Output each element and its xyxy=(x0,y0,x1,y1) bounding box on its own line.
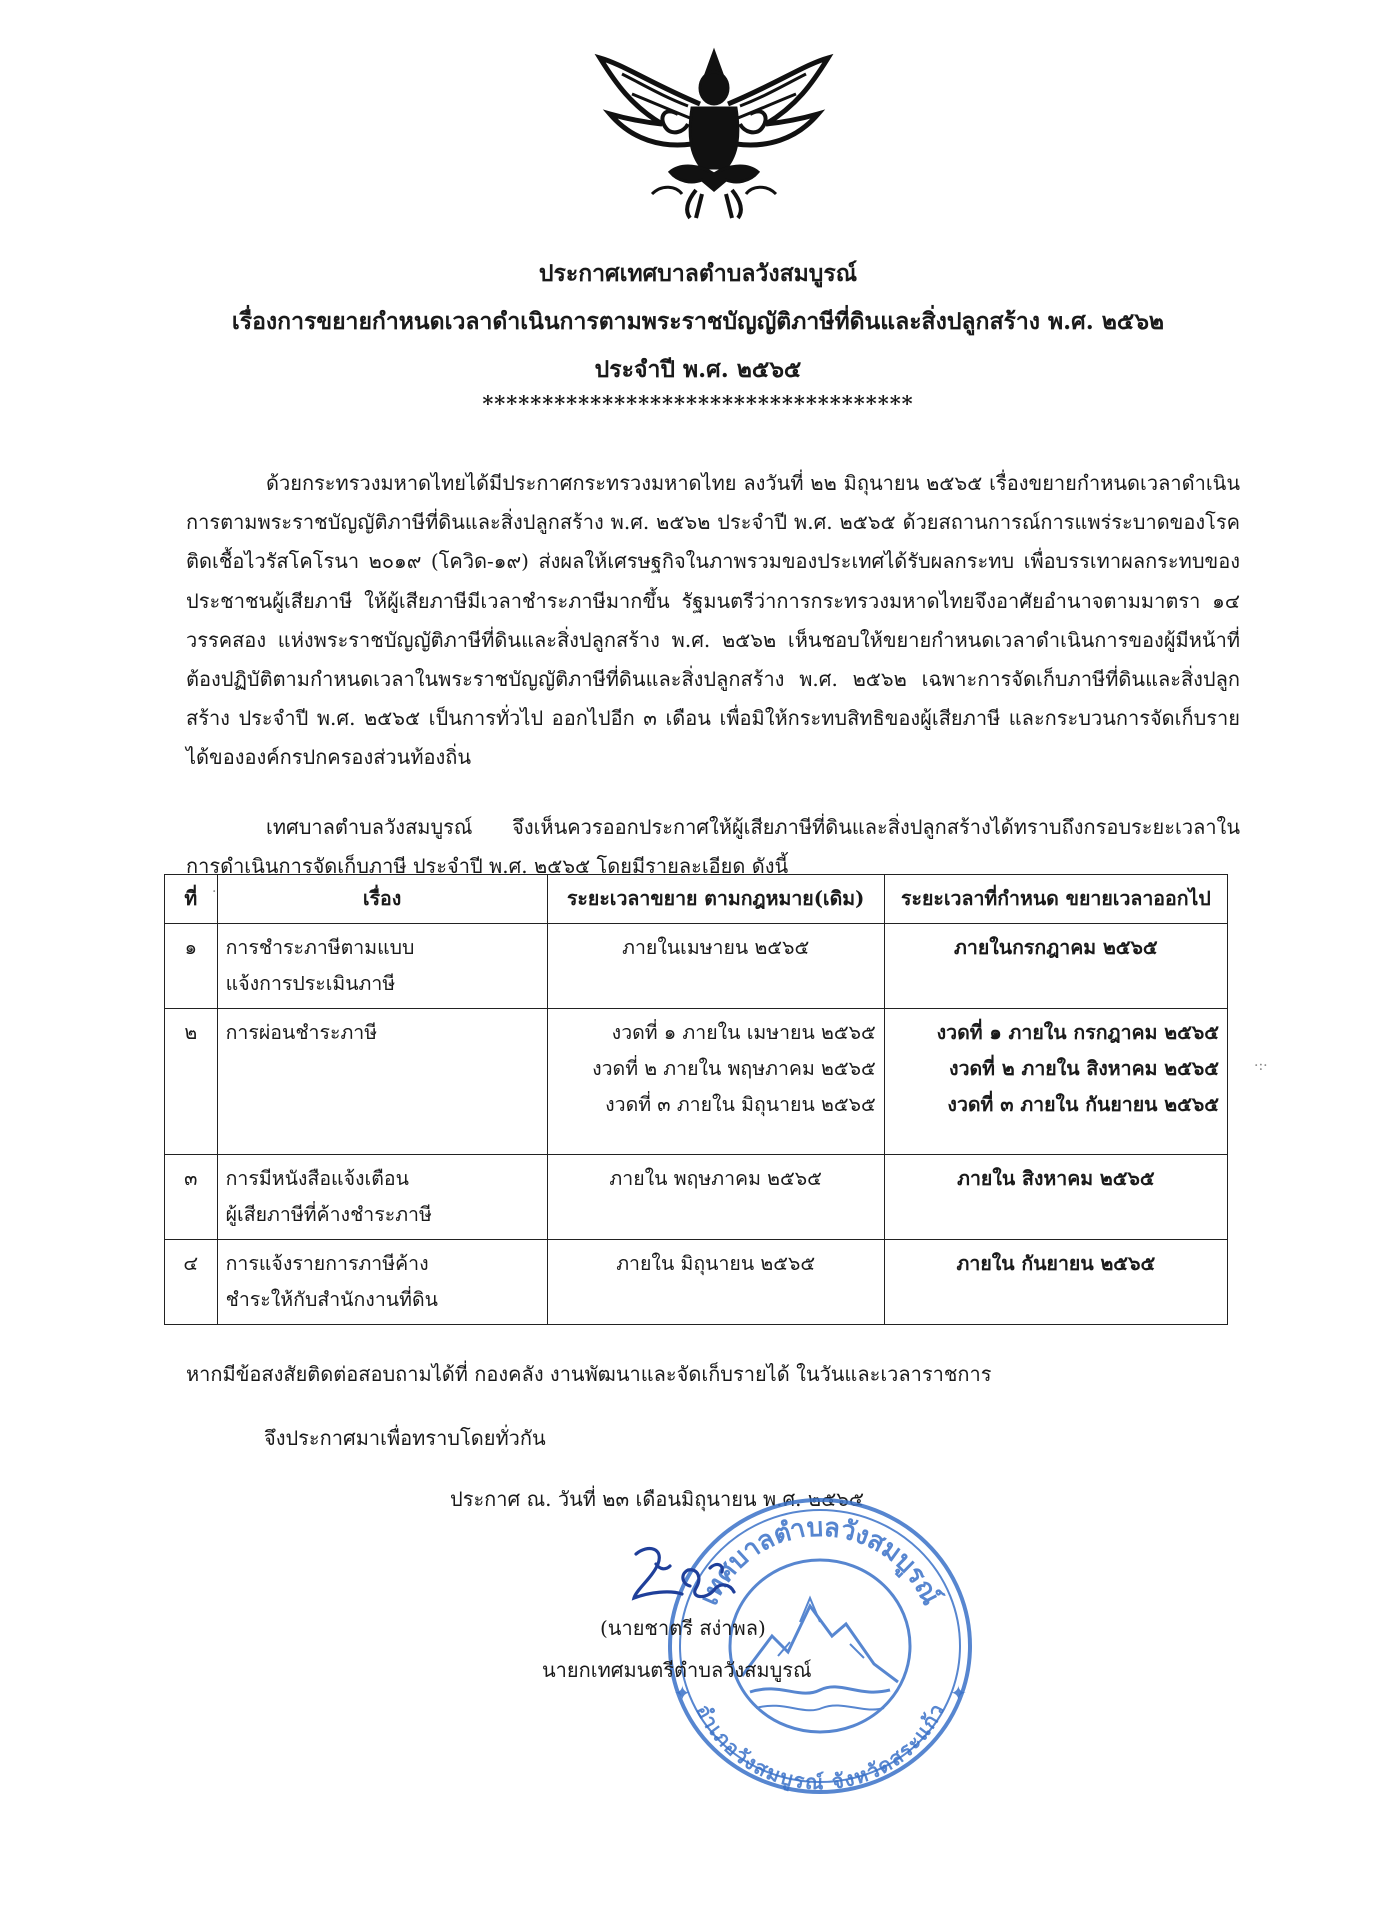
row-no: ๑ xyxy=(165,924,218,1009)
row-subject-line: แจ้งการประเมินภาษี xyxy=(225,972,396,995)
row-extended-line: งวดที่ ๒ ภายใน สิงหาคม ๒๕๖๕ xyxy=(949,1057,1219,1080)
row-original-line: งวดที่ ๓ ภายใน มิถุนายน ๒๕๖๕ xyxy=(605,1093,876,1116)
header-extended-period xyxy=(884,875,1227,924)
row-extended-period xyxy=(884,1155,1227,1240)
row-extended-period xyxy=(884,924,1227,1009)
header-original-period xyxy=(547,875,884,924)
row-subject-line: ชำระให้กับสำนักงานที่ดิน xyxy=(225,1288,438,1311)
header-original-line-1: ระยะเวลาขยาย xyxy=(566,887,698,910)
row-original-period xyxy=(547,1240,884,1325)
signer-position: นายกเทศมนตรีตำบลวังสมบูรณ์ xyxy=(542,1658,812,1682)
announcement-date: ประกาศ ณ. วันที่ ๒๓ เดือนมิถุนายน พ.ศ. ๒๕๖๕ xyxy=(450,1487,865,1511)
row-no: ๓ xyxy=(165,1155,218,1240)
svg-text:✦: ✦ xyxy=(950,1681,967,1705)
row-subject-line: การผ่อนชำระภาษี xyxy=(225,1021,378,1044)
table-header-row xyxy=(165,875,1228,924)
row-extended-line: ภายในกรกฎาคม ๒๕๖๕ xyxy=(954,936,1158,959)
seal-top-text: เทศบาลตำบลวังสมบูรณ์ xyxy=(694,1512,946,1610)
row-subject xyxy=(217,1155,547,1240)
row-subject-line: ผู้เสียภาษีที่ค้างชำระภาษี xyxy=(225,1203,432,1226)
row-subject xyxy=(217,1240,547,1325)
body-paragraph-1: ด้วยกระทรวงมหาดไทยได้มีประกาศกระทรวงมหาดไทย ลงวันที่ ๒๒ มิถุนายน ๒๕๖๕ เรื่องขยายกำหนดเวลาดำเนินการตามพระราชบัญญัติภาษีที่ดินและสิ่งปลูกสร้าง พ.ศ. ๒๕๖๒ ประจำปี พ.ศ. ๒๕๖๕ ด้วยสถานการณ์การแพร่ระบาดของโรคติดเชื้อไวรัสโคโรนา ๒๐๑๙ (โควิด-๑๙) ส่งผลให้เศรษฐกิจในภาพรวมของประเทศได้รับผลกระทบ เพื่อบรรเทาผลกระทบของประชาชนผู้เสียภาษี ให้ผู้เสียภาษีมีเวลาชำระภาษีมากขึ้น รัฐมนตรีว่าการกระทรวงมหาดไทยจึงอาศัยอำนาจตามมาตรา ๑๔ วรรคสอง แห่งพระราชบัญญัติภาษีที่ดินและสิ่งปลูกสร้าง พ.ศ. ๒๕๖๒ เห็นชอบให้ขยายกำหนดเวลาดำเนินการของผู้มีหน้าที่ต้องปฏิบัติตามกำหนดเวลาในพระราชบัญญัติภาษีที่ดินและสิ่งปลูกสร้าง พ.ศ. ๒๕๖๒ เฉพาะการจัดเก็บภาษีที่ดินและสิ่งปลูกสร้าง ประจำปี พ.ศ. ๒๕๖๕ เป็นการทั่วไป ออกไปอีก ๓ เดือน เพื่อมิให้กระทบสิทธิของผู้เสียภาษี และกระบวนการจัดเก็บรายได้ขององค์กรปกครองส่วนท้องถิ่น xyxy=(186,471,1240,770)
row-no: ๒ xyxy=(165,1009,218,1155)
row-subject xyxy=(217,924,547,1009)
row-subject xyxy=(217,1009,547,1155)
header-extended-line-1: ระยะเวลาที่กำหนด xyxy=(901,887,1059,910)
seal-bottom-text: อำเภอวังสมบูรณ์ จังหวัดสระแก้ว xyxy=(691,1700,949,1795)
contact-note: หากมีข้อสงสัยติดต่อสอบถามได้ที่ กองคลัง งานพัฒนาและจัดเก็บรายได้ ในวันและเวลาราชการ xyxy=(186,1362,992,1386)
row-subject-line: การชำระภาษีตามแบบ xyxy=(225,936,415,959)
row-original-period xyxy=(547,1155,884,1240)
header-original-line-2: ตามกฎหมาย(เดิม) xyxy=(704,887,865,910)
body-paragraph-2: เทศบาลตำบลวังสมบูรณ์ จึงเห็นควรออกประกาศให้ผู้เสียภาษีที่ดินและสิ่งปลูกสร้างได้ทราบถึงกรอบระยะเวลาในการดำเนินการจัดเก็บภาษี ประจำปี พ.ศ. ๒๕๖๕ โดยมีรายละเอียด ดังนี้ xyxy=(186,815,1240,879)
table-row xyxy=(165,1240,1228,1325)
row-original-line: ภายใน มิถุนายน ๒๕๖๕ xyxy=(616,1252,816,1275)
row-extended-line: งวดที่ ๓ ภายใน กันยายน ๒๕๖๕ xyxy=(947,1093,1219,1116)
row-subject-line: การมีหนังสือแจ้งเตือน xyxy=(225,1167,409,1190)
row-extended-period xyxy=(884,1009,1227,1155)
header-no: ที่ xyxy=(165,875,218,924)
header-extended-line-2: ขยายเวลาออกไป xyxy=(1065,887,1211,910)
asterisk-separator: ************************************ xyxy=(482,391,914,416)
table-row xyxy=(165,1009,1228,1155)
scan-speck: ·:· xyxy=(1254,1058,1268,1074)
header-subject: เรื่อง xyxy=(217,875,547,924)
announcement-title: ประกาศเทศบาลตำบลวังสมบูรณ์ xyxy=(538,260,858,287)
row-extended-line: ภายใน กันยายน ๒๕๖๕ xyxy=(956,1252,1156,1275)
row-original-line: ภายใน พฤษภาคม ๒๕๖๕ xyxy=(609,1167,822,1190)
closing-line: จึงประกาศมาเพื่อทราบโดยทั่วกัน xyxy=(264,1426,546,1450)
row-extended-line: งวดที่ ๑ ภายใน กรกฎาคม ๒๕๖๕ xyxy=(936,1021,1219,1044)
garuda-emblem-icon xyxy=(592,44,836,224)
row-original-line: งวดที่ ๑ ภายใน เมษายน ๒๕๖๕ xyxy=(611,1021,876,1044)
row-extended-line: ภายใน สิงหาคม ๒๕๖๕ xyxy=(957,1167,1155,1190)
handwritten-signature-icon xyxy=(626,1540,776,1610)
announcement-year: ประจำปี พ.ศ. ๒๕๖๕ xyxy=(594,356,802,383)
row-extended-period xyxy=(884,1240,1227,1325)
table-row xyxy=(165,924,1228,1009)
announcement-subject: เรื่องการขยายกำหนดเวลาดำเนินการตามพระราชบัญญัติภาษีที่ดินและสิ่งปลูกสร้าง พ.ศ. ๒๕๖๒ xyxy=(231,308,1165,335)
schedule-table xyxy=(164,874,1228,1325)
row-subject-line: การแจ้งรายการภาษีค้าง xyxy=(225,1252,429,1275)
row-original-line: งวดที่ ๒ ภายใน พฤษภาคม ๒๕๖๕ xyxy=(592,1057,876,1080)
signer-name: (นายชาตรี สง่าพล) xyxy=(600,1616,766,1640)
row-original-line: ภายในเมษายน ๒๕๖๕ xyxy=(622,936,810,959)
row-original-period xyxy=(547,924,884,1009)
scan-speck: · xyxy=(212,884,217,900)
table-row xyxy=(165,1155,1228,1240)
svg-text:✦: ✦ xyxy=(674,1681,691,1705)
row-no: ๔ xyxy=(165,1240,218,1325)
row-original-period xyxy=(547,1009,884,1155)
